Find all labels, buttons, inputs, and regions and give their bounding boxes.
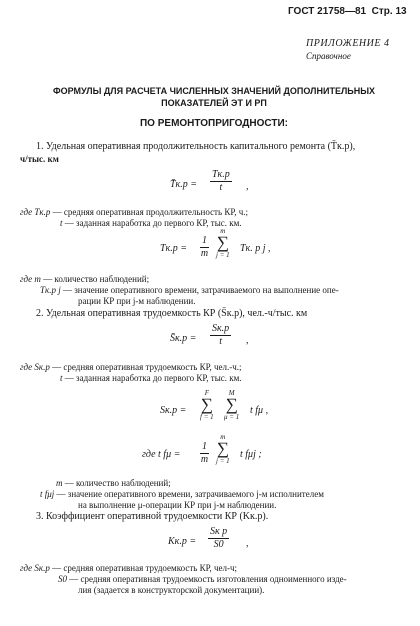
item1-where2: t — заданная наработка до первого КР, тыс. км. [60, 218, 242, 228]
heading-line2: ПОКАЗАТЕЛЕЙ ЭТ И РП [161, 98, 267, 108]
page-number: Стр. 13 [371, 6, 407, 17]
item1-where4-cont: рации КР при j-м наблюдении. [78, 296, 196, 306]
item2-where1: где Sк.р — средняя оперативная трудоемкость КР, чел.-ч.; [20, 362, 242, 372]
item1-sum-symbol: m ∑ j = 1 [216, 227, 230, 259]
item2-where2: t — заданная наработка до первого КР, тыс. км. [60, 373, 242, 383]
item3-where2: S0 — средняя оперативная трудоемкость изготовления одноименного изде- [58, 574, 347, 584]
appendix-subtitle: Справочное [306, 51, 351, 61]
item2-formula2-lhs: Sк.р = [160, 405, 187, 416]
item2-where4: t fμj — значение оперативного времени, затрачиваемого j-м исполнителем [40, 489, 324, 499]
heading-line1: ФОРМУЛЫ ДЛЯ РАСЧЕТА ЧИСЛЕННЫХ ЗНАЧЕНИЙ ДОПОЛНИТЕЛЬНЫХ [52, 86, 376, 96]
item2-formula-lhs: S̄к.р = [170, 333, 197, 344]
item2-where3: m — количество наблюдений; [56, 478, 171, 488]
item2-formula3-term: t fμj ; [240, 449, 262, 460]
item2-formula3-fraction: 1 m [200, 441, 209, 465]
item2-text: 2. Удельная оперативная трудоемкость КР (S̄к.р), чел.-ч/тыс. км [36, 308, 308, 319]
item3-text: 3. Коэффициент оперативной трудоемкости КР (Kк.р). [36, 511, 269, 522]
section-title: ПО РЕМОНТОПРИГОДНОСТИ: [139, 118, 288, 129]
appendix-title: ПРИЛОЖЕНИЕ 4 [306, 38, 390, 49]
item3-where2-cont: лия (задается в конструкторской документации). [78, 585, 265, 595]
item2-formula-tail: , [246, 335, 249, 346]
item2-formula3-prefix: где t fμ = [142, 449, 181, 460]
item3-where1: где Sк.р — средняя оперативная трудоемкость КР, чел-ч; [20, 563, 238, 573]
item1-formula2-term: Tк. р j , [240, 243, 271, 254]
item1-formula-tail: , [246, 181, 249, 192]
item1-formula2-lhs: Tк.р = [160, 243, 187, 254]
item1-formula-lhs: T̄к.р = [170, 179, 197, 190]
item1-where1: где Tк.р — средняя оперативная продолжительность КР, ч.; [20, 207, 249, 217]
item2-sum1-symbol: F ∑ f = 1 [200, 389, 214, 421]
item1-unit: ч/тыс. км [20, 154, 59, 164]
item3-formula-lhs: Kк.р = [168, 536, 197, 547]
item2-formula2-term: t fμ , [250, 405, 269, 416]
item2-formula-fraction: Sк.р t [212, 323, 230, 347]
item2-sum2-symbol: M ∑ μ = 1 [224, 389, 240, 421]
item1-where3: где m — количество наблюдений; [20, 274, 150, 284]
item1-text: 1. Удельная оперативная продолжительность капитального ремонта (T̄к.р), [36, 141, 356, 152]
doc-code: ГОСТ 21758—81 Стр. 13 [288, 6, 407, 17]
item3-formula-fraction: Sк р S0 [210, 526, 228, 550]
item1-formula2-fraction: 1 m [200, 235, 209, 259]
item1-where4: Tк.р j — значение оперативного времени, затрачиваемого на выполнение опе- [40, 285, 339, 295]
item2-where4-cont: на выполнение μ-операции КР при j-м наблюдении. [78, 500, 277, 510]
item2-formula3-sum-symbol: m ∑ j = 1 [216, 433, 230, 465]
item3-formula-tail: , [246, 538, 249, 549]
item1-formula-fraction: Tк.р t [212, 169, 230, 193]
